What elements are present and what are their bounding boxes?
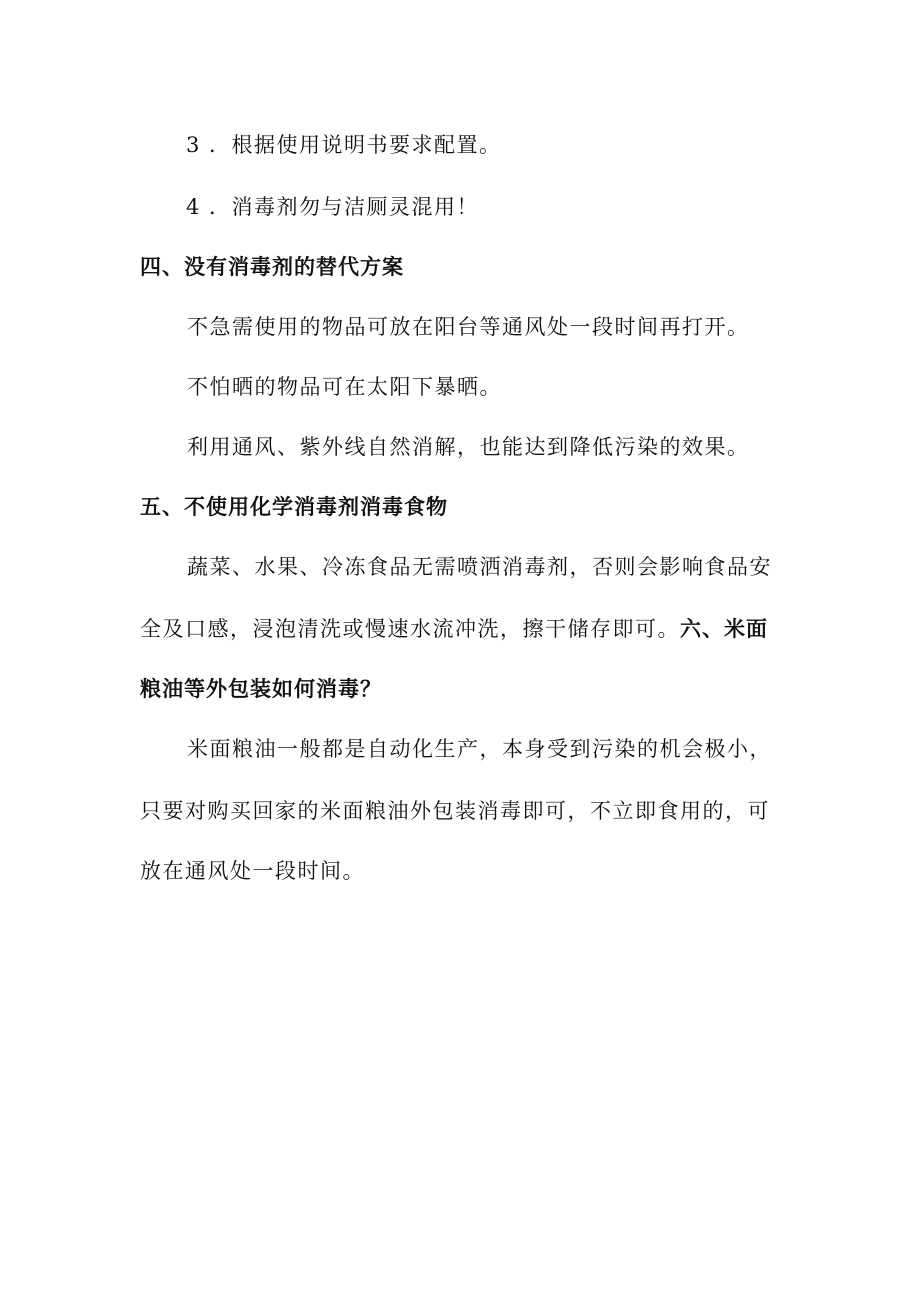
section-4-paragraph-1: 不急需使用的物品可放在阳台等通风处一段时间再打开。: [187, 315, 750, 339]
section-6-paragraph-line-1: 米面粮油一般都是自动化生产，本身受到污染的机会极小，: [187, 737, 772, 761]
section-5-heading: 五、不使用化学消毒剂消毒食物: [140, 495, 448, 519]
section-4-heading: 四、没有消毒剂的替代方案: [140, 255, 404, 279]
section-4-paragraph-3: 利用通风、紫外线自然消解，也能达到降低污染的效果。: [187, 435, 750, 459]
section-5-paragraph-line-1: 蔬菜、水果、冷冻食品无需喷洒消毒剂，否则会影响食品安: [187, 555, 772, 579]
section-5-paragraph-line-2-row: [140, 614, 768, 644]
list-item-3: 3 ．根据使用说明书要求配置。: [186, 133, 502, 157]
section-6-paragraph-line-3: 放在通风处一段时间。: [140, 859, 365, 883]
section-6-heading-end: 粮油等外包装如何消毒？: [140, 677, 382, 701]
section-6-heading-start: 六、米面: [680, 617, 768, 641]
list-item-4: 4 ．消毒剂勿与洁厕灵混用！: [186, 195, 480, 219]
section-6-paragraph-line-2: 只要对购买回家的米面粮油外包装消毒即可，不立即食用的，可: [140, 799, 770, 823]
section-5-paragraph-line-2: 全及口感，浸泡清洗或慢速水流冲洗，擦干储存即可。: [140, 617, 680, 641]
section-4-paragraph-2: 不怕晒的物品可在太阳下暴晒。: [187, 375, 502, 399]
